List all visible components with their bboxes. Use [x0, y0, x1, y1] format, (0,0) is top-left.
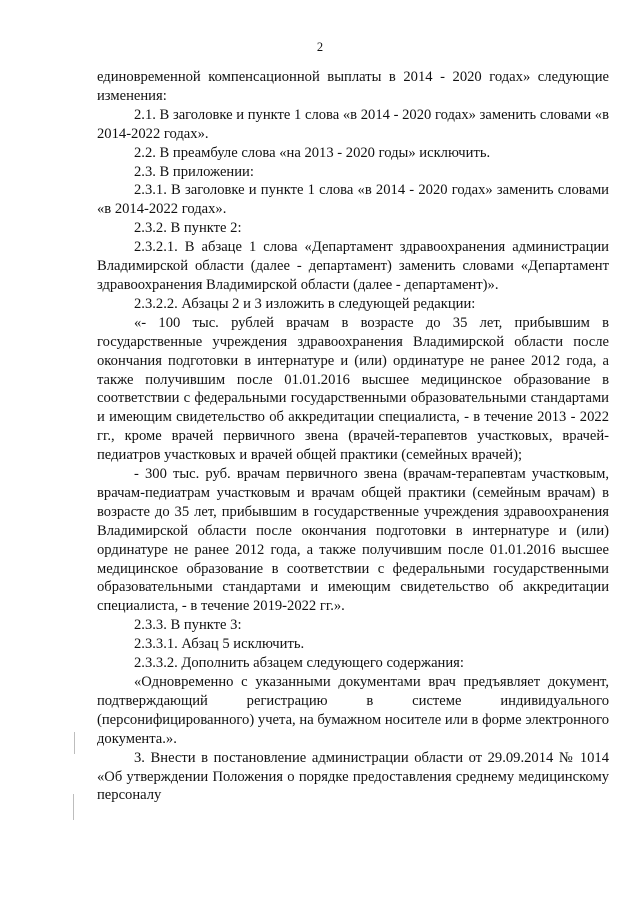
paragraph-2-3-3-1: 2.3.3.1. Абзац 5 исключить.	[134, 636, 305, 653]
paragraph-2-2: 2.2. В преамбуле слова «на 2013 - 2020 годы» исключить.	[134, 144, 491, 161]
left-margin-mark	[73, 794, 74, 820]
paragraph-intro-continuation: единовременной компенсационной выплаты в 2014 - 2020 годах» следующие изменения:	[97, 69, 609, 104]
document-body	[97, 68, 609, 805]
paragraph-2-3-2: 2.3.2. В пункте 2:	[134, 220, 242, 237]
paragraph-quote-300k: - 300 тыс. руб. врачам первичного звена (врачам-терапевтам участковым, врачам-педиатрам участковым и врачам общей практики (семейным врачам) в возрасте до 35 лет, прибывшим в государственные учреждения здравоохранения Владимирской области после окончания подготовки в интернатуре и (или) ординатуре не ранее 2012 года, а также получившим после 01.01.2016 высшее медицинское образование в соответствии с федеральными государственными образовательными стандартами и имеющим свидетельство об аккредитации специалиста, - в течение 2019-2022 гг.».	[97, 466, 609, 615]
left-margin-mark	[74, 732, 75, 754]
paragraph-2-3-2-2: 2.3.2.2. Абзацы 2 и 3 изложить в следующей редакции:	[134, 295, 476, 312]
paragraph-2-1: 2.1. В заголовке и пункте 1 слова «в 2014 - 2020 годах» заменить словами «в 2014-2022 годах».	[97, 106, 609, 142]
paragraph-quote-100k: «- 100 тыс. рублей врачам в возрасте до 35 лет, прибывшим в государственные учреждения здравоохранения Владимирской области после окончания подготовки в интернатуре и (или) ординатуре не ранее 2012 года, а также получившим после 01.01.2016 высшее медицинское образование в соответствии с федеральными государственными образовательными стандартами и имеющим свидетельство об аккредитации специалиста, - в течение 2013 - 2022 гг., кроме врачей первичного звена (врачей-терапевтов участковых, врачей-педиатров участковых и врачей общей практики (семейных врачей);	[97, 314, 609, 464]
paragraph-3: 3. Внести в постановление администрации области от 29.09.2014 № 1014 «Об утверждении Положения о порядке предоставления среднему медицинскому персоналу	[97, 749, 609, 804]
paragraph-quote-document: «Одновременно с указанными документами врач предъявляет документ, подтверждающий регистрацию в системе индивидуального (персонифицированного) учета, на бумажном носителе или в форме электронного документа.».	[97, 674, 609, 747]
page-number: 2	[316, 40, 324, 54]
paragraph-2-3-2-1: 2.3.2.1. В абзаце 1 слова «Департамент здравоохранения администрации Владимирской области (далее - департамент) заменить словами «Департамент здравоохранения Владимирской области (далее - департамент)».	[97, 239, 609, 293]
paragraph-2-3-3-2: 2.3.3.2. Дополнить абзацем следующего содержания:	[134, 655, 464, 672]
paragraph-2-3-3: 2.3.3. В пункте 3:	[134, 617, 242, 634]
paragraph-2-3: 2.3. В приложении:	[134, 163, 254, 180]
paragraph-2-3-1: 2.3.1. В заголовке и пункте 1 слова «в 2014 - 2020 годах» заменить словами «в 2014-2022 годах».	[97, 182, 609, 218]
